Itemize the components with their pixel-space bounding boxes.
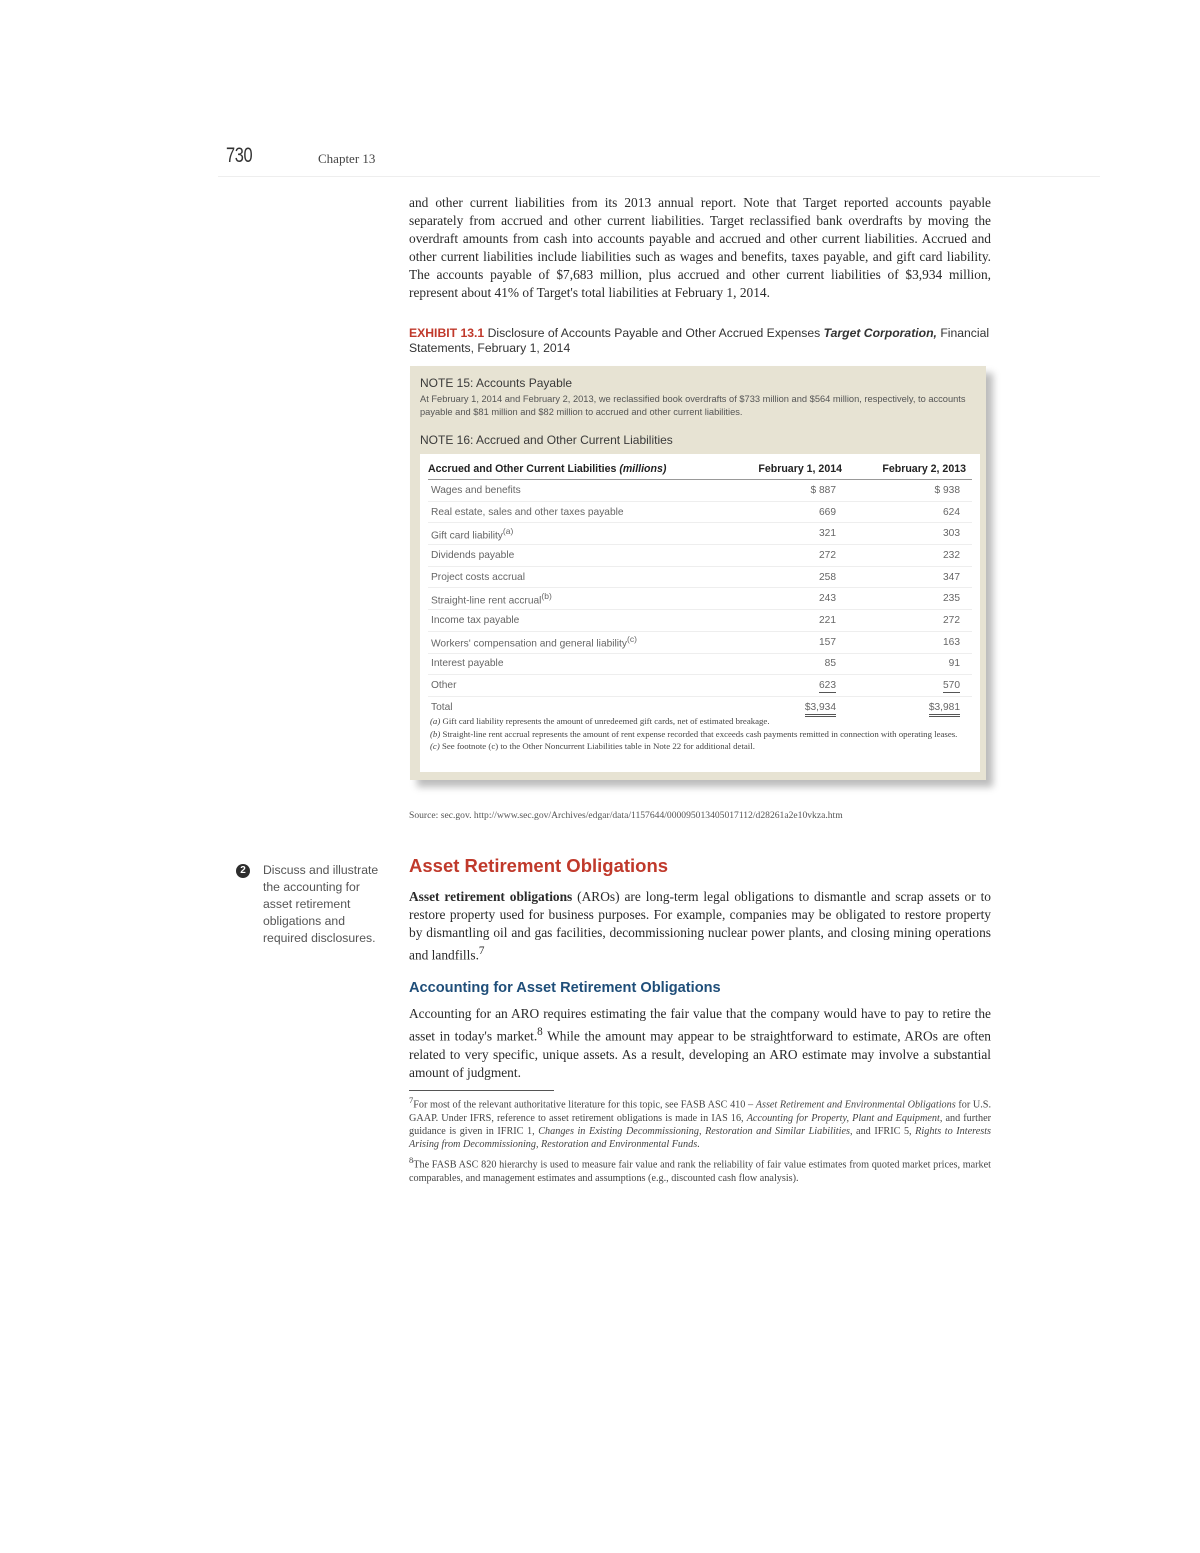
table-total-row xyxy=(428,696,972,717)
row-label: Other xyxy=(428,675,724,697)
column-header-2014: February 1, 2014 xyxy=(724,460,848,480)
aro-definition-paragraph: Asset retirement obligations (AROs) are long-term legal obligations to dismantle and scrap assets or to restore property used for business purposes. For example, companies may be obligated to restore property by dismantling oil and gas facilities, decommissioning nuclear power plants, and closing mining operations and landfills.$^7$ xyxy=(409,889,992,963)
row-label: Straight-line rent accrual$^{(b)}$ xyxy=(428,588,724,610)
table-header-row xyxy=(428,460,972,480)
value-2014: 321 xyxy=(724,523,848,545)
value-2014: 272 xyxy=(724,545,848,567)
table-row xyxy=(428,480,972,502)
table-header-unit: (millions) xyxy=(619,463,667,475)
value-2013: 232 xyxy=(848,545,972,567)
header-divider xyxy=(218,176,1100,177)
value-2014: 258 xyxy=(724,566,848,588)
exhibit-company: Target Corporation, xyxy=(823,326,937,340)
row-footnote-mark: (b) xyxy=(541,591,552,602)
table-row xyxy=(428,566,972,588)
total-label: Total xyxy=(431,701,453,713)
column-header-2013: February 2, 2013 xyxy=(848,460,972,480)
table-row xyxy=(428,610,972,632)
row-label: Real estate, sales and other taxes payable xyxy=(428,501,724,523)
total-2014: $3,934 xyxy=(724,696,848,717)
section-heading: Asset Retirement Obligations xyxy=(409,855,669,876)
value-2014: 669 xyxy=(724,501,848,523)
table-row xyxy=(428,653,972,675)
value-2013: 272 xyxy=(848,610,972,632)
subsection-heading: Accounting for Asset Retirement Obligations xyxy=(409,980,721,996)
value-2014: 85 xyxy=(724,653,848,675)
table-notes xyxy=(430,716,970,754)
table-note-b: (b) Straight-line rent accrual represents the amount of rent expense recorded that exceeds cash payments remitted in connection with operating leases. xyxy=(430,728,958,739)
liabilities-table-panel xyxy=(420,454,980,772)
row-label: Interest payable xyxy=(428,653,724,675)
value-2013: 235 xyxy=(848,588,972,610)
row-footnote-mark: (c) xyxy=(627,634,637,645)
exhibit-title: Disclosure of Accounts Payable and Other Accrued Expenses xyxy=(487,326,821,340)
table-row xyxy=(428,545,972,567)
table-row xyxy=(428,675,972,697)
value-2014: $ 887 xyxy=(724,480,848,502)
liabilities-table xyxy=(428,460,972,718)
row-label: Project costs accrual xyxy=(428,566,724,588)
row-label: Income tax payable xyxy=(428,610,724,632)
row-label: Workers' compensation and general liability$^{(c)}$ xyxy=(428,631,724,653)
page-number: 730 xyxy=(226,144,253,167)
value-2014: 221 xyxy=(724,610,848,632)
row-label: Wages and benefits xyxy=(428,480,724,502)
table-row xyxy=(428,523,972,545)
value-2014: 243 xyxy=(724,588,848,610)
exhibit-box xyxy=(410,366,986,780)
value-2013: 91 xyxy=(848,653,972,675)
table-header-label: Accrued and Other Current Liabilities (millions) xyxy=(428,460,724,480)
footnote-ref-8: 8 xyxy=(537,1026,543,1039)
footnote-7: $^7$For most of the relevant authoritative literature for this topic, see FASB ASC 410 – Asset Retirement and Environmental Obligations for U.S. GAAP. Under IFRS, reference to asset retirement obligations is made in IAS 16, Accounting for Property, Plant and Equipment, and further guidance is given in IFRIC 1, Changes in Existing Decommissioning, Restoration and Similar Liabilities, and IFRIC 5, Rights to Interests Arising from Decommissioning, Restoration and Environmental Funds. xyxy=(409,1095,992,1150)
footnote-ref-7: 7 xyxy=(478,945,485,958)
row-footnote-mark: (a) xyxy=(502,526,514,537)
intro-paragraph: and other current liabilities from its 2013 annual report. Note that Target reported accounts payable separately from accrued and other current liabilities. Target reclassified bank overdrafts by moving the overdraft amounts from cash into accounts payable and accrued and other current liabilities. Accrued and other current liabilities include liabilities such as wages and benefits, taxes payable, and gift card liability. The accounts payable of $7,683 million, plus accrued and other current liabilities of $3,934 million, represent about 41% of Target's total liabilities at February 1, 2014. xyxy=(409,195,991,301)
learning-objective-text: Discuss and illustrate the accounting for asset retirement obligations and required disclosures. xyxy=(263,863,379,945)
value-2013: 347 xyxy=(848,566,972,588)
note15-text: At February 1, 2014 and February 2, 2013, we reclassified book overdrafts of $733 million and $564 million, respectively, to accounts payable and $81 million and $82 million to accrued and other current liabilities. xyxy=(420,394,966,417)
table-note-c: (c) See footnote (c) to the Other Noncurrent Liabilities table in Note 22 for additional detail. xyxy=(430,741,755,751)
chapter-label: Chapter 13 xyxy=(318,151,376,166)
value-2014: 157 xyxy=(724,631,848,653)
exhibit-source: Source: sec.gov. http://www.sec.gov/Archives/edgar/data/1157644/000095013405017112/d28261a2e10vkza.htm xyxy=(409,810,843,821)
footnote-divider xyxy=(409,1090,554,1091)
row-label: Gift card liability$^{(a)}$ xyxy=(428,523,724,545)
exhibit-caption xyxy=(409,326,991,356)
row-label: Dividends payable xyxy=(428,545,724,567)
footnote-8: $^8$The FASB ASC 820 hierarchy is used to measure fair value and rank the reliability of fair value estimates from quoted market prices, market comparables, and management estimates and assumptions (e.g., discounted cash flow analysis). xyxy=(409,1155,991,1184)
note16-title: NOTE 16: Accrued and Other Current Liabilities xyxy=(420,433,673,447)
table-row xyxy=(428,588,972,610)
table-note-a: (a) Gift card liability represents the amount of unredeemed gift cards, net of estimated breakage. xyxy=(430,716,770,726)
total-2013: $3,981 xyxy=(848,696,972,717)
value-2013: 624 xyxy=(848,501,972,523)
value-2013: 303 xyxy=(848,523,972,545)
value-2013: $ 938 xyxy=(848,480,972,502)
note15-title: NOTE 15: Accounts Payable xyxy=(420,376,573,390)
exhibit-subtitle: Financial Statements, February 1, 2014 xyxy=(409,326,990,355)
value-2014: 623 xyxy=(724,675,848,697)
value-2013: 570 xyxy=(848,675,972,697)
exhibit-label: EXHIBIT 13.1 xyxy=(409,326,485,340)
table-row xyxy=(428,631,972,653)
value-2013: 163 xyxy=(848,631,972,653)
objective-number-badge: 2 xyxy=(236,864,250,878)
footnotes xyxy=(409,1094,991,1188)
table-row xyxy=(428,501,972,523)
aro-accounting-paragraph: Accounting for an ARO requires estimating the fair value that the company would have to pay to retire the asset in today's market.$^8$ While the amount may appear to be straightforward to estimate, AROs are often related to very specific, unique assets. As a result, developing an ARO estimate may involve a substantial amount of judgment. xyxy=(409,1006,991,1080)
